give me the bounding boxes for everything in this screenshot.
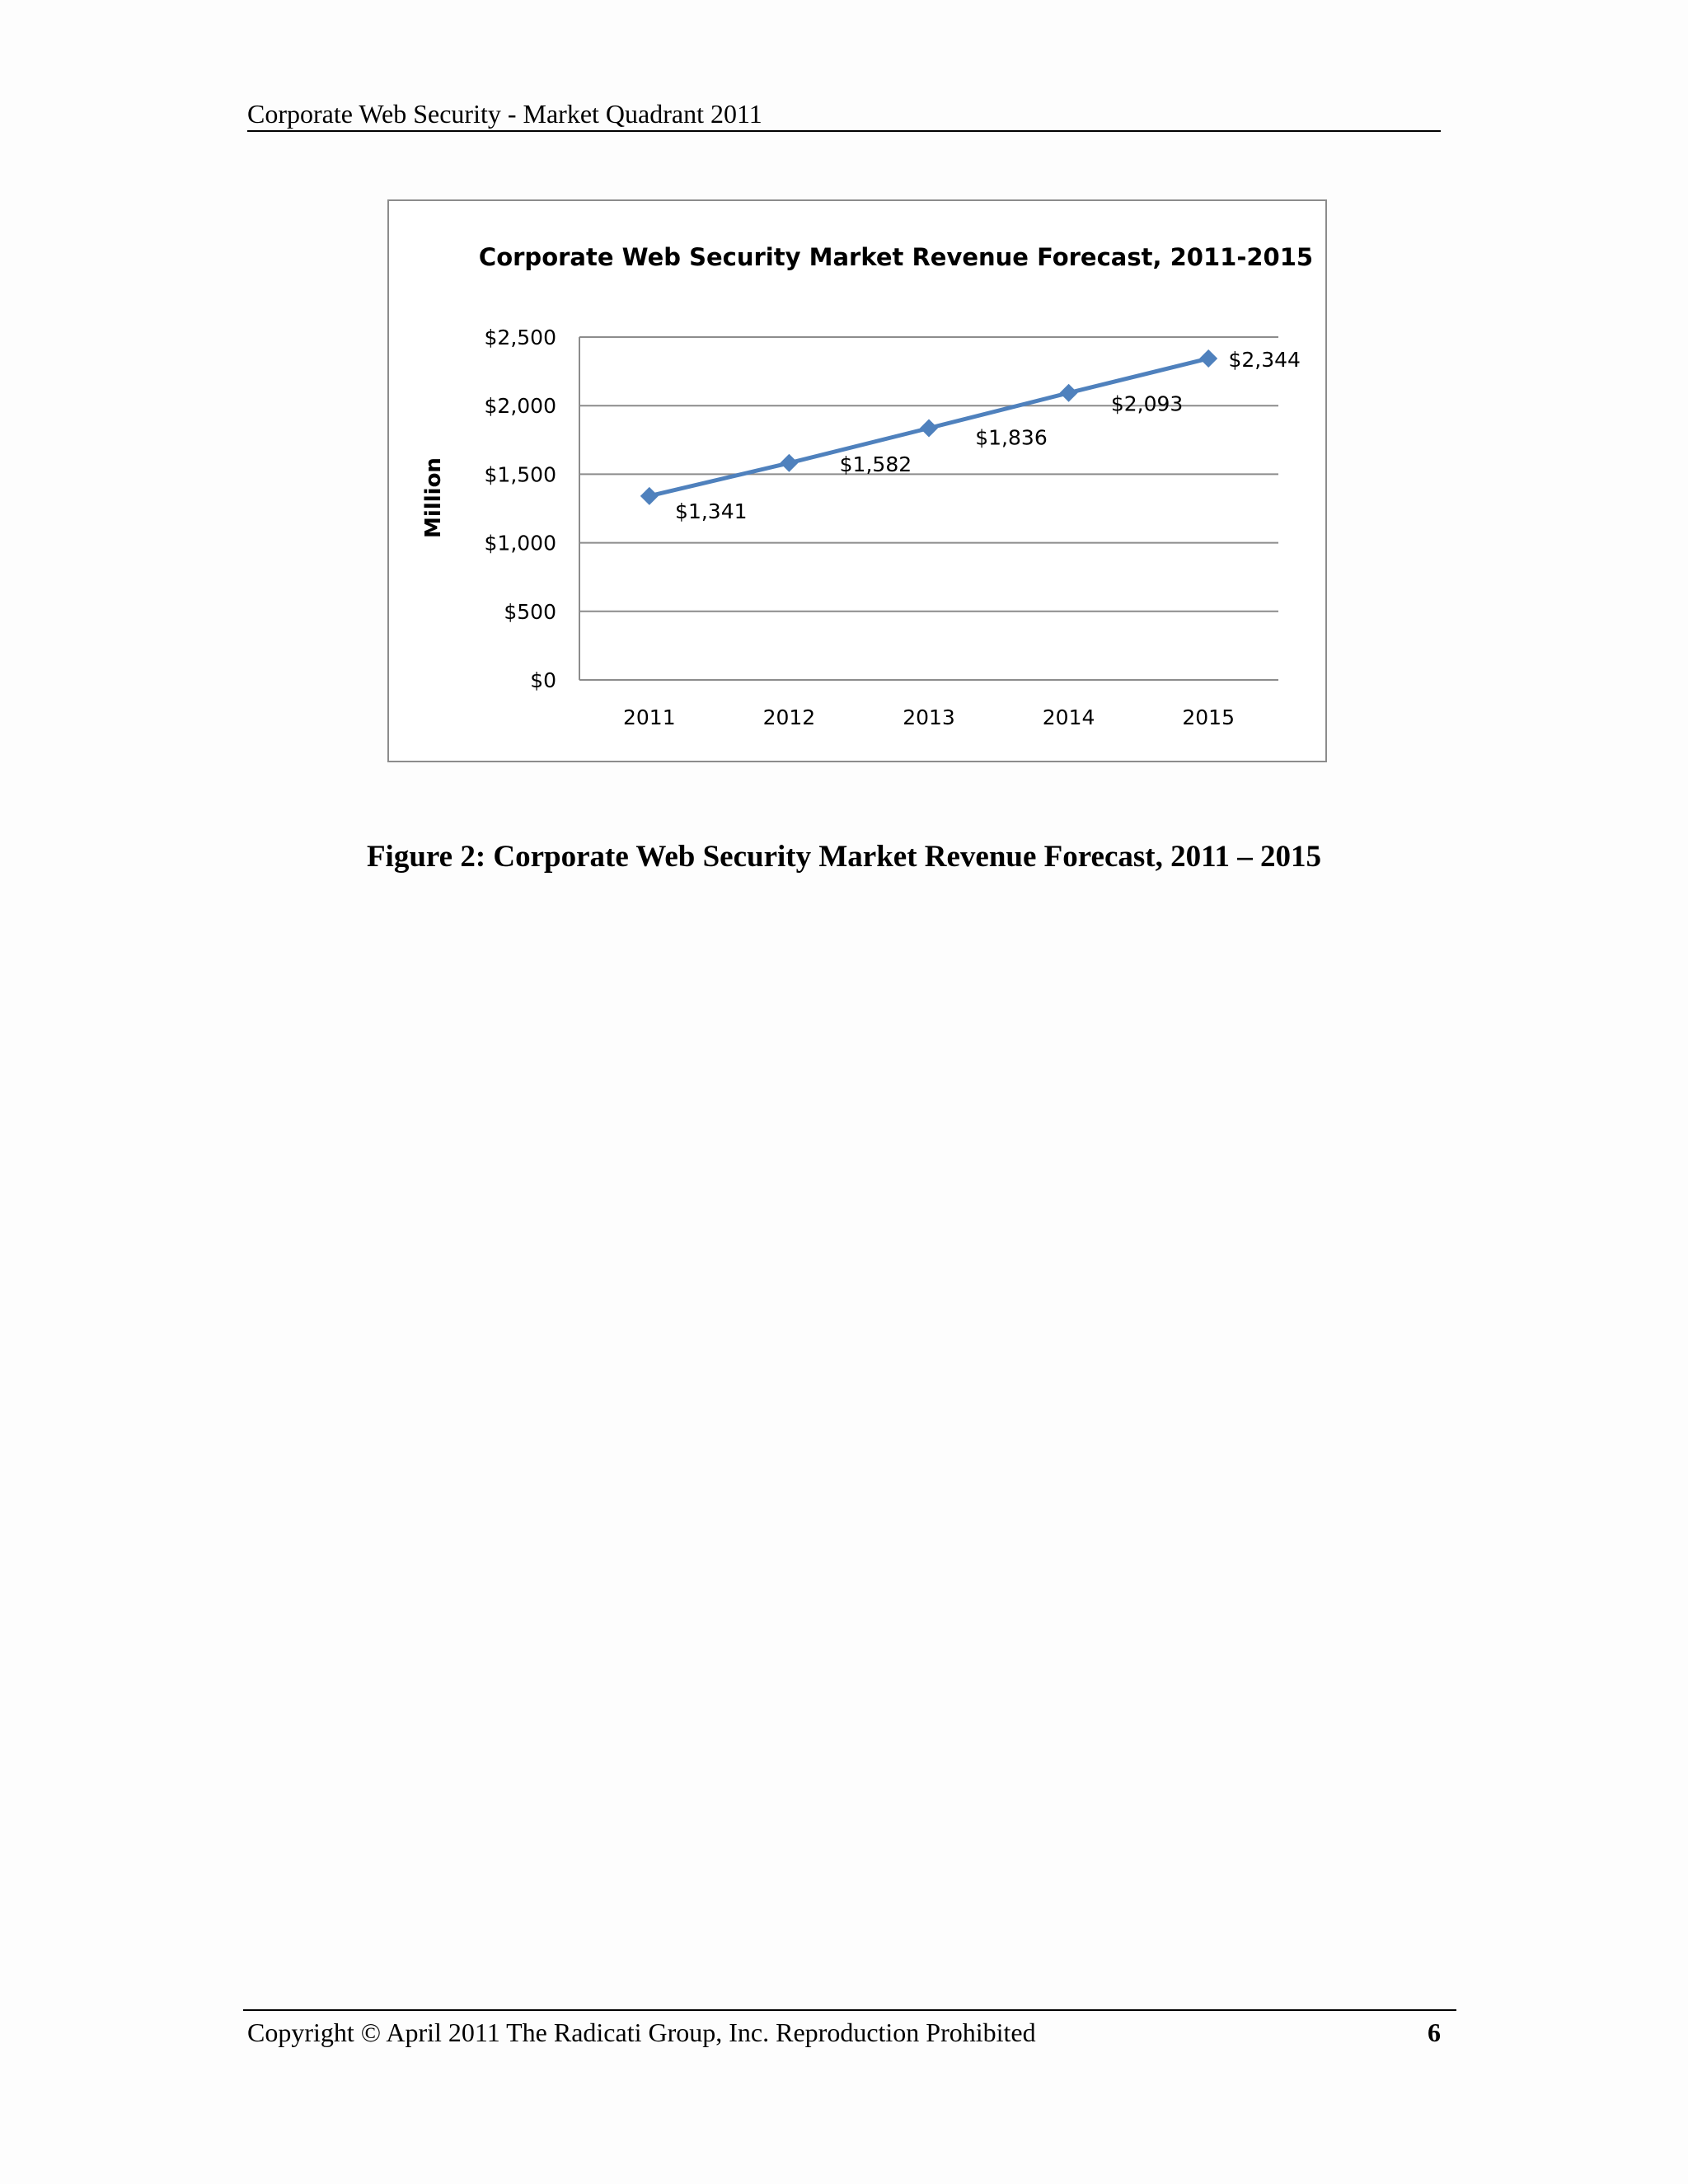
y-tick-labels (485, 326, 556, 692)
x-tick-label: 2011 (622, 705, 676, 729)
x-tick-label: 2015 (1182, 705, 1236, 729)
x-tick-label: 2014 (1042, 705, 1095, 729)
data-point-marker (780, 454, 798, 472)
data-label: $1,341 (675, 499, 748, 523)
y-tick-label: $1,500 (484, 462, 556, 487)
gridlines (579, 337, 1278, 612)
y-tick-label: $2,000 (484, 394, 556, 419)
chart-title: Corporate Web Security Market Revenue Forecast, 2011-2015 (478, 243, 1314, 271)
data-label: $2,093 (1110, 391, 1184, 416)
y-axis-label: Million (421, 457, 446, 538)
series-revenue (640, 349, 1217, 505)
y-tick-label: $0 (530, 668, 556, 692)
data-label: $1,582 (839, 452, 912, 476)
revenue-line-chart (389, 201, 1325, 761)
footer-rule (243, 2009, 1456, 2011)
x-tick-label: 2013 (903, 705, 955, 729)
y-tick-label: $2,500 (484, 326, 556, 349)
chart-frame (387, 199, 1327, 762)
running-header-text: Corporate Web Security - Market Quadrant 2011 (247, 99, 762, 129)
running-header (247, 97, 1441, 132)
x-tick-label: 2012 (762, 705, 816, 729)
data-labels (675, 348, 1301, 523)
data-label: $2,344 (1228, 347, 1301, 372)
footer-copyright: Copyright © April 2011 The Radicati Group, Inc. Reproduction Prohibited (247, 2018, 1036, 2047)
data-point-marker (640, 487, 659, 505)
y-tick-label: $500 (504, 599, 556, 624)
data-point-marker (920, 419, 938, 437)
y-tick-label: $1,000 (484, 531, 556, 555)
data-label: $1,836 (975, 425, 1048, 450)
x-tick-labels (623, 705, 1235, 729)
figure-caption (247, 837, 1441, 878)
page-number: 6 (1428, 2018, 1441, 2047)
data-point-marker (1060, 384, 1078, 402)
data-point-marker (1199, 349, 1217, 368)
figure-caption-text: Figure 2: Corporate Web Security Market Revenue Forecast, 2011 – 2015 (366, 840, 1322, 874)
